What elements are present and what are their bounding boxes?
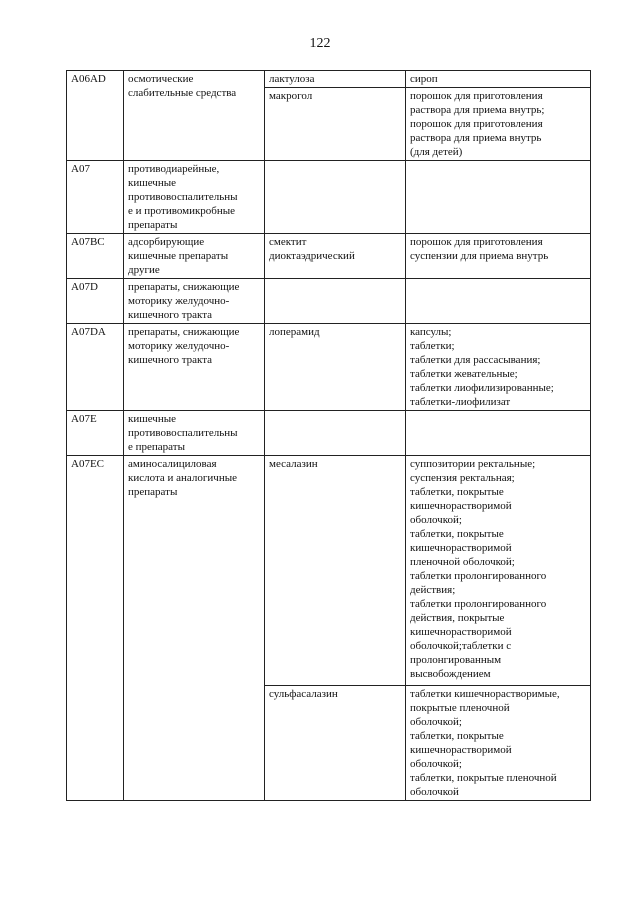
table-row xyxy=(67,279,591,324)
atc-code-cell: A07DA xyxy=(67,324,124,411)
drug-name-cell: месалазин xyxy=(265,456,406,686)
drug-name-cell: сульфасалазин xyxy=(265,686,406,801)
drug-name-cell: макрогол xyxy=(265,88,406,161)
drug-name-cell: лоперамид xyxy=(265,324,406,411)
dosage-form-cell: порошок для приготовления суспензии для приема внутрь xyxy=(406,234,591,279)
dosage-form-cell: порошок для приготовления раствора для приема внутрь; порошок для приготовления раствора для приема внутрь (для детей) xyxy=(406,88,591,161)
table-row xyxy=(67,324,591,411)
table-row xyxy=(67,71,591,88)
dosage-form-cell: суппозитории ректальные; суспензия ректальная; таблетки, покрытые кишечнорастворимой оболочкой; таблетки, покрытые кишечнорастворимой пленочной оболочкой; таблетки пролонгированного действия; таблетки пролонгированного действия, покрытые кишечнорастворимой оболочкой;таблетки с пролонгированным высвобождением xyxy=(406,456,591,686)
dosage-form-cell xyxy=(406,161,591,234)
drug-name-cell xyxy=(265,161,406,234)
group-cell: осмотические слабительные средства xyxy=(124,71,265,161)
page-number: 122 xyxy=(309,36,331,51)
table-row xyxy=(67,161,591,234)
dosage-form-cell: сироп xyxy=(406,71,591,88)
group-cell: кишечные противовоспалительны е препараты xyxy=(124,411,265,456)
drug-name-cell xyxy=(265,411,406,456)
atc-code-cell: A06AD xyxy=(67,71,124,161)
dosage-form-cell: таблетки кишечнорастворимые, покрытые пленочной оболочкой; таблетки, покрытые кишечнорастворимой оболочкой; таблетки, покрытые пленочной оболочкой xyxy=(406,686,591,801)
group-cell: адсорбирующие кишечные препараты другие xyxy=(124,234,265,279)
drug-table xyxy=(66,70,591,801)
drug-name-cell: смектит диоктаэдрический xyxy=(265,234,406,279)
atc-code-cell: A07E xyxy=(67,411,124,456)
atc-code-cell: A07BC xyxy=(67,234,124,279)
drug-name-cell: лактулоза xyxy=(265,71,406,88)
group-cell: препараты, снижающие моторику желудочно- кишечного тракта xyxy=(124,279,265,324)
dosage-form-cell: капсулы; таблетки; таблетки для рассасывания; таблетки жевательные; таблетки лиофилизированные; таблетки-лиофилизат xyxy=(406,324,591,411)
atc-code-cell: A07D xyxy=(67,279,124,324)
atc-code-cell: A07EC xyxy=(67,456,124,801)
atc-code-cell: A07 xyxy=(67,161,124,234)
group-cell: противодиарейные, кишечные противовоспалительны е и противомикробные препараты xyxy=(124,161,265,234)
dosage-form-cell xyxy=(406,279,591,324)
dosage-form-cell xyxy=(406,411,591,456)
group-cell: аминосалициловая кислота и аналогичные препараты xyxy=(124,456,265,801)
table-row xyxy=(67,411,591,456)
group-cell: препараты, снижающие моторику желудочно- кишечного тракта xyxy=(124,324,265,411)
drug-name-cell xyxy=(265,279,406,324)
table-row xyxy=(67,456,591,686)
table-row xyxy=(67,234,591,279)
